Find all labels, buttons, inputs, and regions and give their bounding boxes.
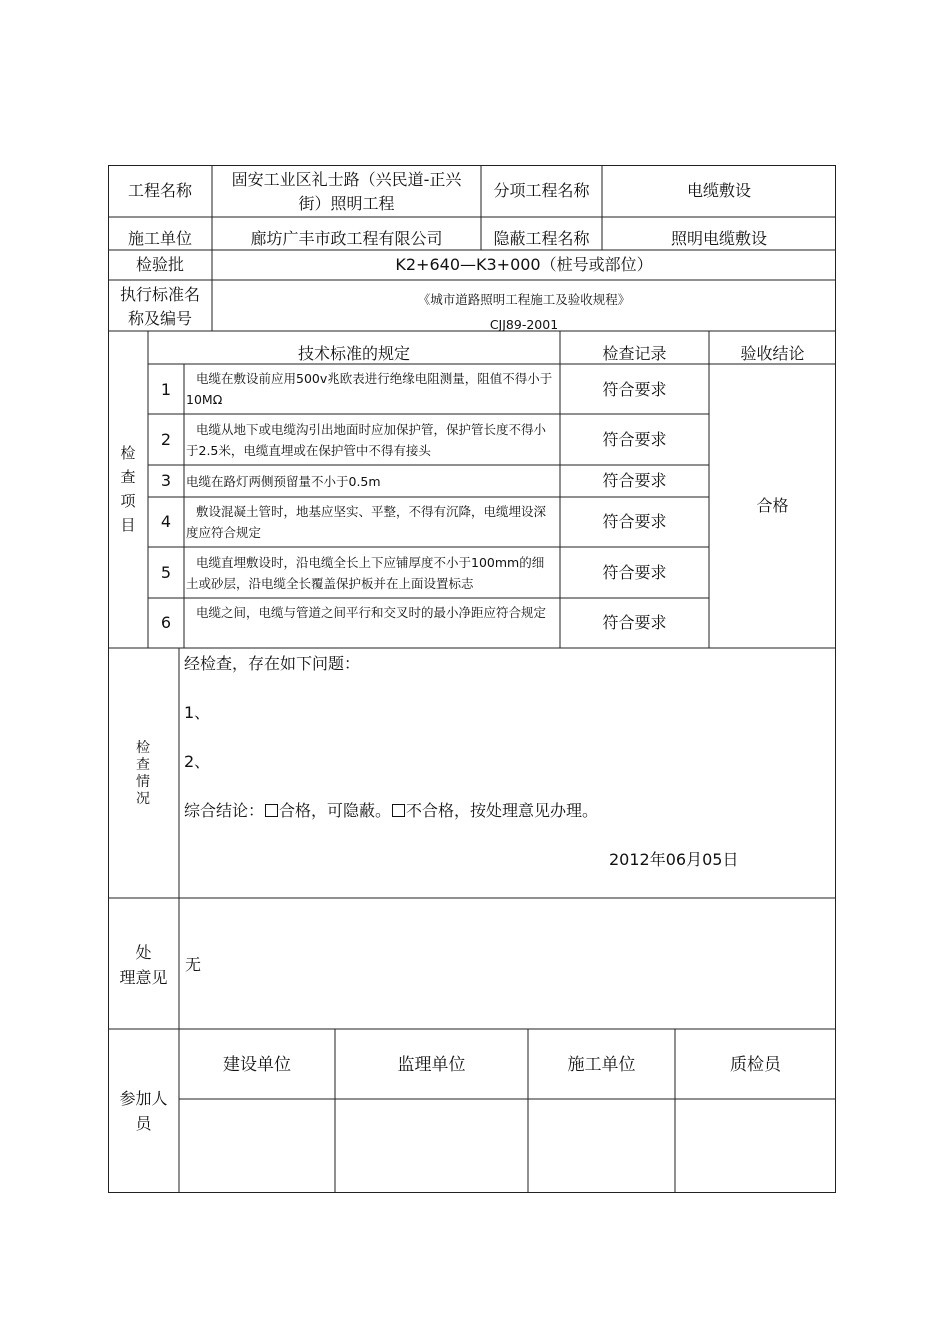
issue-1: 1、: [184, 703, 211, 722]
contractor-unit-header: 施工单位: [567, 1055, 636, 1075]
supervision-unit-signature[interactable]: [335, 1100, 528, 1192]
project-name-value-line1: 固安工业区礼士路（兴民道-正兴: [231, 170, 462, 189]
batch-value: K2+640—K3+000（桩号或部位）: [395, 255, 653, 274]
sub-project-value: 电缆敷设: [686, 181, 751, 200]
concealed-work-value: 照明电缆敷设: [670, 229, 767, 248]
inspection-form: [108, 165, 836, 1193]
item-record: 符合要求: [602, 563, 667, 582]
pass-option-label: 合格，可隐蔽。: [279, 801, 392, 820]
fail-option-label: 不合格，按处理意见办理。: [406, 801, 599, 820]
acceptance-conclusion: 合格: [756, 496, 789, 515]
situation-intro: 经检查，存在如下问题：: [184, 654, 361, 673]
batch-label: 检验批: [135, 255, 184, 274]
inspection-date: 2012年06月05日: [609, 850, 739, 869]
contractor-unit-signature[interactable]: [528, 1100, 675, 1192]
item-record: 符合要求: [602, 613, 667, 632]
participants-label-line2: 员: [135, 1114, 152, 1133]
item-number: 6: [160, 613, 172, 632]
col-conclusion-header: 验收结论: [740, 344, 805, 363]
contractor-value: 廊坊广丰市政工程有限公司: [250, 229, 443, 248]
project-name-value-line2: 街）照明工程: [298, 194, 395, 213]
item-number: 4: [160, 512, 172, 531]
handling-value: 无: [185, 955, 202, 974]
item-spec: 电缆从地下或电缆沟引出地面时应加保护管，保护管长度不得小于2.5米，电缆直埋或在保护管中不得有接头: [186, 422, 547, 458]
item-number: 2: [160, 430, 172, 449]
standard-value-line1: 《城市道路照明工程施工及验收规程》: [417, 292, 631, 307]
item-record: 符合要求: [602, 471, 667, 490]
project-name-label: 工程名称: [127, 181, 192, 200]
item-spec: 电缆直埋敷设时，沿电缆全长上下应铺厚度不小于100mm的细土或砂层，沿电缆全长覆盖保护板并在上面设置标志: [186, 555, 545, 591]
contractor-label: 施工单位: [127, 229, 192, 248]
quality-inspector-header: 质检员: [730, 1055, 781, 1075]
sub-project-label: 分项工程名称: [493, 181, 590, 200]
standard-value-line2: CJJ89-2001: [489, 317, 559, 332]
col-spec-header: 技术标准的规定: [297, 344, 410, 363]
item-record: 符合要求: [602, 512, 667, 531]
item-spec: 电缆在路灯两侧预留量不小于0.5m: [186, 474, 381, 489]
concealed-work-label: 隐蔽工程名称: [493, 229, 590, 248]
item-record: 符合要求: [602, 380, 667, 399]
issue-2: 2、: [184, 752, 211, 771]
item-spec: 电缆在敷设前应用500v兆欧表进行绝缘电阻测量，阻值不得小于10MΩ: [186, 371, 553, 407]
summary-conclusion: [184, 800, 598, 822]
construction-unit-signature[interactable]: [179, 1100, 335, 1192]
col-record-header: 检查记录: [602, 344, 667, 363]
participants-label-line1: 参加人: [119, 1089, 168, 1108]
standard-label-line2: 称及编号: [127, 309, 192, 328]
fail-checkbox[interactable]: [392, 804, 405, 817]
item-number: 5: [160, 563, 172, 582]
handling-label-line2: 理意见: [119, 968, 168, 987]
standard-label-line1: 执行标准名: [119, 285, 200, 304]
item-record: 符合要求: [602, 430, 667, 449]
item-spec: 电缆之间，电缆与管道之间平行和交叉时的最小净距应符合规定: [196, 605, 547, 620]
construction-unit-header: 建设单位: [223, 1055, 291, 1075]
summary-prefix: 综合结论：: [184, 801, 265, 820]
item-number: 3: [160, 471, 172, 490]
quality-inspector-signature[interactable]: [675, 1100, 836, 1192]
situation-label: 检 查 情 况: [136, 740, 150, 807]
supervision-unit-header: 监理单位: [397, 1055, 466, 1075]
pass-checkbox[interactable]: [265, 804, 278, 817]
item-spec: 敷设混凝土管时，地基应坚实、平整，不得有沉降，电缆埋设深度应符合规定: [186, 504, 547, 540]
item-number: 1: [160, 380, 172, 399]
inspection-items-label: 检 查 项 目: [120, 444, 136, 534]
handling-label-line1: 处: [135, 943, 152, 962]
